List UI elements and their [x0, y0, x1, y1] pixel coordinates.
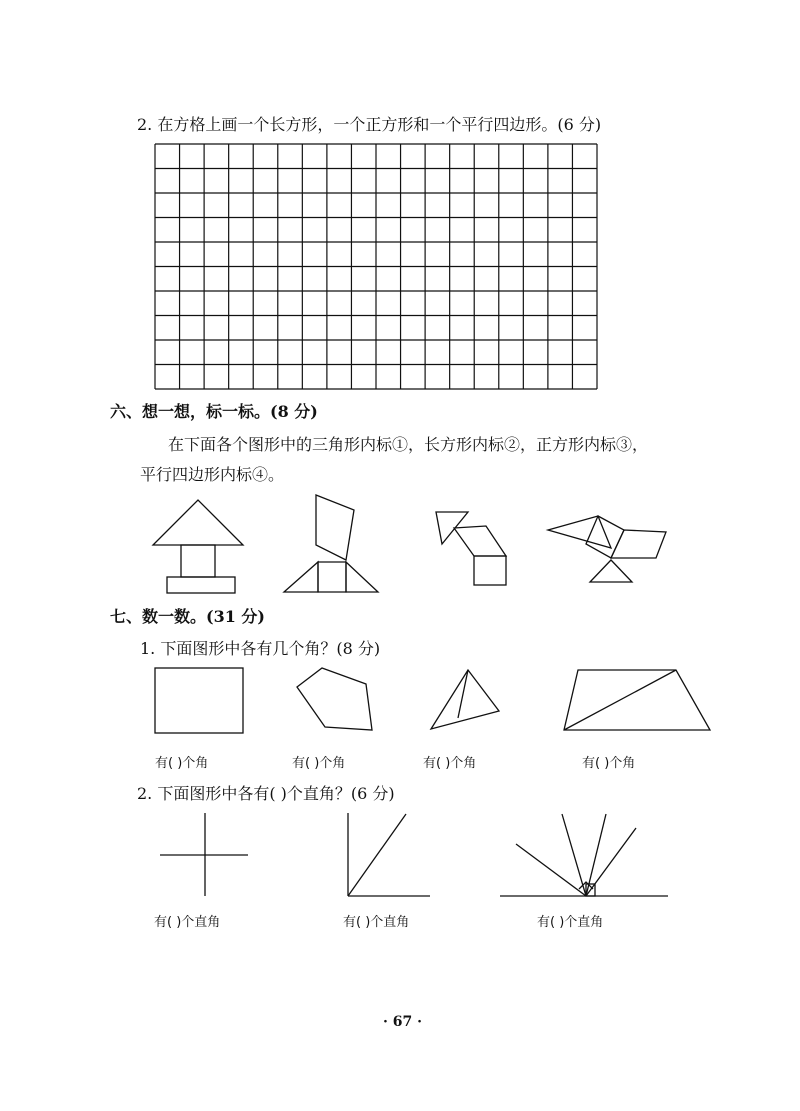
sailboat-figure [284, 495, 378, 592]
house-base-rectangle [167, 577, 235, 593]
angle-count-trapezoid [564, 670, 710, 730]
fan-left-middle-ray [562, 814, 586, 896]
angle-count-triangle [431, 670, 499, 729]
answer-blank-cross[interactable]: 有( )个直角 [154, 915, 221, 930]
answer-blank-triangle[interactable]: 有( )个角 [423, 756, 477, 771]
page-number: · 67 · [383, 1014, 422, 1030]
fan-right-ray [586, 828, 636, 896]
bird-body-square [586, 516, 624, 558]
answer-blank-rectangle[interactable]: 有( )个角 [155, 756, 209, 771]
angle-count-rectangle [155, 668, 243, 733]
hammer-middle-parallelogram [454, 526, 506, 556]
bird-figure [548, 516, 666, 582]
hammer-figure [436, 512, 506, 585]
bird-wing-parallelogram [611, 530, 666, 558]
bird-head-triangle [548, 516, 611, 548]
answer-blank-pentagon[interactable]: 有( )个角 [292, 756, 346, 771]
angle-count-pentagon [297, 668, 372, 730]
drawing-grid[interactable] [155, 144, 597, 389]
bird-tail-triangle [590, 560, 632, 582]
hull-right-triangle [346, 562, 378, 592]
house-body-square [181, 545, 215, 577]
section-6-instruction-line-2: 平行四边形内标④。 [140, 465, 285, 484]
question-5-2-text: 2. 在方格上画一个长方形，一个正方形和一个平行四边形。(6 分) [137, 115, 602, 134]
answer-blank-trapezoid[interactable]: 有( )个角 [582, 756, 636, 771]
hull-square [318, 562, 346, 592]
section-6-instruction-line-1: 在下面各个图形中的三角形内标①，长方形内标②，正方形内标③， [168, 435, 649, 454]
answer-blank-fan[interactable]: 有( )个直角 [537, 915, 604, 930]
angle-count-trapezoid-diagonal [564, 670, 676, 730]
section-6-heading: 六、想一想，标一标。(8 分) [110, 402, 318, 421]
sail-parallelogram [316, 495, 354, 560]
section-7-heading: 七、数一数。(31 分) [110, 607, 265, 626]
fan-left-ray [516, 844, 586, 896]
house-figure [153, 500, 243, 593]
hull-left-triangle [284, 562, 318, 592]
question-7-1-text: 1. 下面图形中各有几个角？(8 分) [140, 639, 381, 658]
question-7-2-text: 2. 下面图形中各有( )个直角？(6 分) [137, 784, 395, 803]
hammer-handle-square [474, 556, 506, 585]
answer-blank-angle[interactable]: 有( )个直角 [343, 915, 410, 930]
house-roof-triangle [153, 500, 243, 545]
angle-slanted-line [348, 814, 406, 896]
